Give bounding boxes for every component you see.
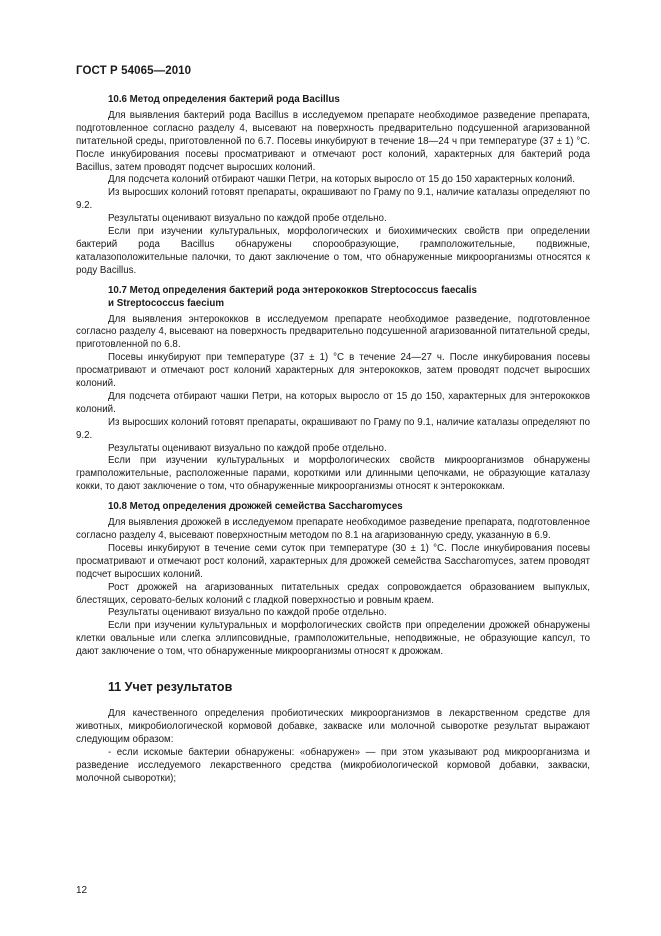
paragraph: Для качественного определения пробиотических микроорганизмов в лекарственном средстве для животных, микробиологической кормовой добавке, закваске или молочной сыворотке результат выражают следующим образом: bbox=[76, 708, 590, 745]
section-10-7-title bbox=[76, 285, 590, 311]
paragraph: Если при изучении культуральных, морфологических и биохимических свойств при определении бактерий рода Bacillus обнаружены спорообразующие, грамположительные, подвижные, каталазоположительные палочки, то дают заключение о том, что обнаруженные микроорганизмы относятся к роду Bacillus. bbox=[76, 226, 590, 276]
section-10-6-title: 10.6 Метод определения бактерий рода Bacillus bbox=[108, 94, 340, 105]
paragraph: Посевы инкубируют в течение семи суток при температуре (30 ± 1) °С. После инкубирования посевы просматривают и отмечают рост колоний, характерных для дрожжей семейства Saccharomyces, затем проводят подсчет выросших колоний. bbox=[76, 542, 590, 580]
section-10-6 bbox=[76, 94, 590, 278]
paragraph: - если искомые бактерии обнаружены: «обнаружен» — при этом указывают род микроорганизма и разведение исследуемого лекарственного средства (микробиологической кормовой добавки, закваски, молочной сыворотки); bbox=[76, 746, 590, 784]
paragraph: Рост дрожжей на агаризованных питательных средах сопровождается образованием выпуклых, блестящих, серовато-белых колоний с гладкой поверхностью и ровным краем. bbox=[76, 581, 590, 606]
paragraph: Для выявления бактерий рода Bacillus в исследуемом препарате необходимое разведение препарата, подготовленное согласно разделу 4, высевают на поверхность предварительно подсушенной агаризованной питательной среды, приготовленной по 6.7. Посевы инкубируют в течение 18—24 ч при температуре (37 ± 1) °С. После инкубирования посевы просматривают и отмечают рост колоний, характерных для бактерий рода Bacillus, затем проводят подсчет выросших колоний. bbox=[76, 109, 590, 173]
paragraph: Результаты оценивают визуально по каждой пробе отдельно. bbox=[108, 607, 387, 619]
paragraph: Для подсчета отбирают чашки Петри, на которых выросло от 15 до 150, характерных для энтерококков колоний. bbox=[76, 390, 590, 415]
section-10-7-title-line1: 10.7 Метод определения бактерий рода энтерококков Streptococcus faecalis bbox=[108, 284, 477, 296]
paragraph: Для выявления энтерококков в исследуемом препарате необходимое разведение, подготовленное согласно разделу 4, высевают на поверхность предварительно подсушенной агаризованной питательной среды, приготовленной по 6.8. bbox=[76, 313, 590, 351]
paragraph: Результаты оценивают визуально по каждой пробе отдельно. bbox=[108, 213, 387, 225]
section-10-7-title-line2: и Streptococcus faecium bbox=[108, 297, 224, 309]
paragraph: Результаты оценивают визуально по каждой пробе отдельно. bbox=[108, 442, 387, 454]
paragraph: Посевы инкубируют при температуре (37 ± 1) °С в течение 24—27 ч. После инкубирования посевы просматривают и отмечают рост колоний характерных для энтерококков, затем проводят подсчет выросших колоний. bbox=[76, 352, 590, 390]
section-11 bbox=[76, 680, 590, 785]
paragraph: Для подсчета колоний отбирают чашки Петри, на которых выросло от 15 до 150 характерных колоний. bbox=[108, 174, 575, 186]
paragraph: Для выявления дрожжей в исследуемом препарате необходимое разведение препарата, подготовленное согласно разделу 4, высевают поверхностным методом по 8.1 на агаризованную среду, указанную в 6.9. bbox=[76, 517, 590, 541]
paragraph: Если при изучении культуральных и морфологических свойств при определении дрожжей обнаружены клетки овальные или слегка эллипсовидные, грамположительные, неподвижные, не образующие капсул, то дают заключение о том, что обнаруженные микроорганизмы относят к дрожжам. bbox=[76, 620, 590, 658]
section-10-7 bbox=[76, 285, 590, 495]
paragraph: Из выросших колоний готовят препараты, окрашивают по Граму по 9.1, наличие каталазы определяют по 9.2. bbox=[76, 187, 590, 212]
document-number: ГОСТ Р 54065—2010 bbox=[76, 65, 192, 77]
section-10-8 bbox=[76, 501, 590, 659]
page-number: 12 bbox=[76, 885, 88, 896]
section-10-8-title: 10.8 Метод определения дрожжей семейства Saccharomyces bbox=[108, 501, 403, 513]
paragraph: Из выросших колоний готовят препараты, окрашивают по Граму по 9.1, наличие каталазы определяют по 9.2. bbox=[76, 416, 590, 441]
document-body bbox=[76, 94, 590, 786]
section-11-title: 11 Учет результатов bbox=[108, 680, 233, 695]
paragraph: Если при изучении культуральных и морфологических свойств микроорганизмов обнаружены грамположительные, расположенные парами, короткими или длинными цепочками, не образующие каталазу кокки, то дают заключение о том, что обнаруженные микроорганизмы относят к энтерококкам. bbox=[76, 455, 590, 493]
